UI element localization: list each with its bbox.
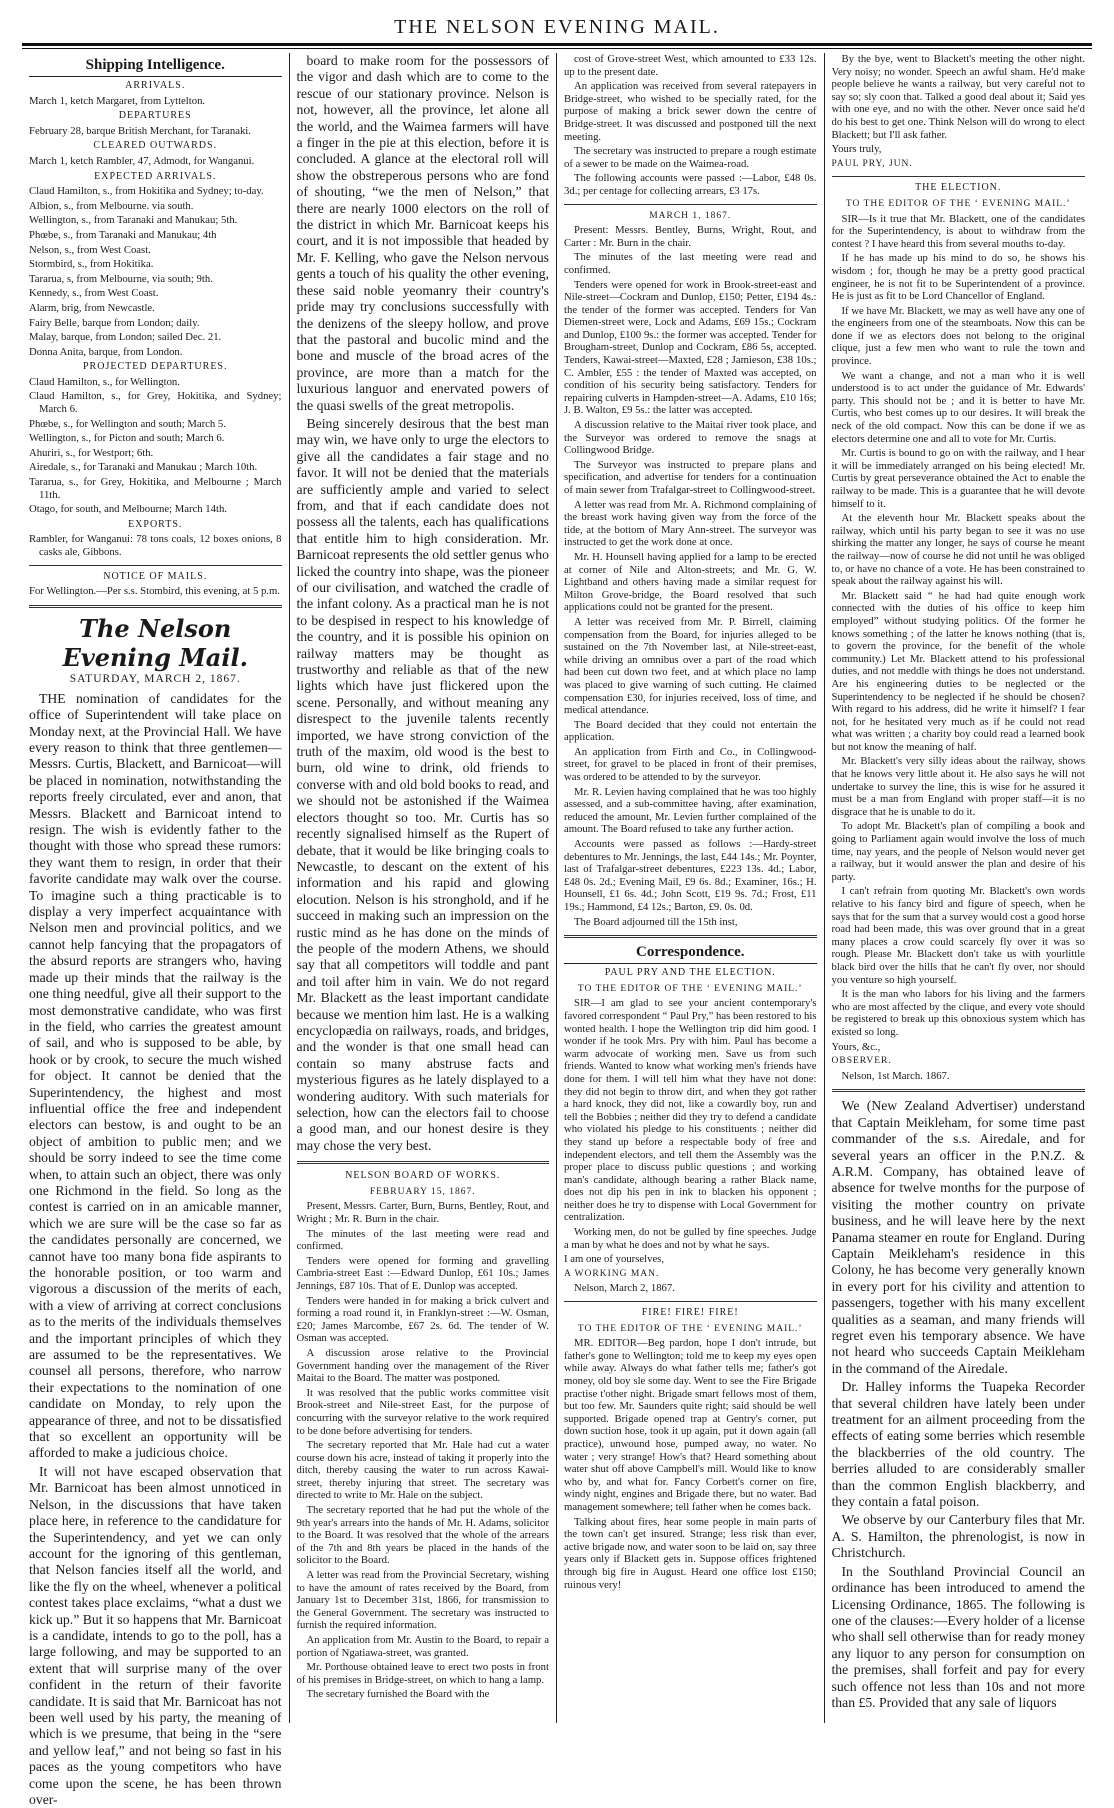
paragraph: Airedale, s., for Taranaki and Manukau ; March 10th. [29,461,258,474]
column-3 [557,53,825,1723]
paragraph: Malay, barque, from London; sailed Dec. 21. [29,331,222,344]
paragraph: It is the man who labors for his living and the farmers who are most affected by the clique, and every vote should be registered to break up this obnoxious system which has existed so long. [831,988,1085,1038]
divider [564,204,817,205]
paragraph: The minutes of the last meeting were read and confirmed. [296,1227,549,1253]
paragraph: The secretary reported that Mr. Hale had cut a water course down his acre, instead of taking it properly into the ditch, thereby causing the water to run across Kawai-street, thereby injuring that street. The secretary was directed to write to Mr. Hale on the subject. [296,1439,549,1502]
projected-list [29,376,282,516]
fire-sign-1: Yours truly, [831,143,882,156]
paragraph: Tenders were opened for forming and gravelling Cambria-street East :—Edward Dunlop, £61 10s.; James Jennings, £87 10s. That of E. Dunlop was accepted. [296,1254,549,1292]
departures-head: DEPARTURES [118,110,192,122]
election-date: Nelson, 1st March. 1867. [841,1069,950,1082]
mails-title: NOTICE OF MAILS. [103,570,208,582]
paul-pry-to: TO THE EDITOR OF THE ‘ EVENING MAIL.’ [577,983,803,994]
paragraph: The minutes of the last meeting were read and confirmed. [564,251,817,276]
paragraph: SIR—I am glad to see your ancient contemporary's favored correspondent “ Paul Pry,” has been restored to his wonted health. I hope the Wellington trip did him good. I wonder if he took Mrs. Pry with him. Paul has become a warm advocate of working men. Save us from such friends. Wanted to know what working men's friends have done for them. I will tell him what they have not done: they did not begin to throw dirt, and when they got rather a hard knock, they did not, like a cowardly boy, run and tell the Bobbies ; neither did they try to defend a candidate who violated his pledge to his constituents ; neither did they stand up before a respectable body of free and independent electors, and tell them the Assembly was the proper place to discuss public questions ; and working man's candidate, although bearing a rather Black name, does not dip his pen in ink to blacken his opponent ; neither does he try to dispense with Local Government for centralization. [564,997,817,1224]
exports-list [29,533,282,558]
paragraph: We (New Zealand Advertiser) understand that Captain Meikleham, for some time past commander of the s.s. Airedale, and for several years an officer in the P.N.Z. & A.R.M. Company, has obtained leave of absence for twelve months for the purpose of visiting the mother country on private business, and he will leave here by the next Panama steamer en route for England. During Captain Meikleham's residence in this Colony, he has become very generally known in every port for his civility and attention to passengers, together with his many excellent qualities as a seaman, and many friends will regret even his temporary absence. We have not heard who succeeds Captain Meikleham in the command of the Airedale. [831,1098,1085,1376]
paragraph: The secretary reported that he had put the whole of the 9th year's arrears into the hands of Mr. H. Adams, solicitor to the Board. It was resolved that the whole of the arrears of the 7th and 8th years be placed in the hands of the solicitor to the Board. [296,1504,549,1567]
paragraph: A letter was read from the Provincial Secretary, wishing to have the amount of rates received by the Board, from January 1st to December 31st, 1866, for transmission to the General Government. The secretary was instructed to furnish the required information. [296,1569,549,1632]
paragraph: Tenders were opened for work in Brook-street-east and Nile-street—Cockram and Dunlop, £150; Petter, £194 4s.: the tender of the former was accepted. Tenders for Van Diemen-street were, Lock and Adams, £69 15s.; Cockram and Dunlop, £100 9s.: the former was accepted. Tender for Brougham-street, Dunlop and Cockram, £86 5s, accepted. Tenders, Kawai-street—Maxted, £28 ; Jamieson, £38 10s.; C. Ambler, £55 : the tender of Maxted was accepted, on condition of his security being satisfactory. Tenders for repairing culverts in Hampden-street—A. Adams, £10 16s; J. B. Walton, £9 5s.: the latter was accepted. [564,278,817,417]
paragraph: Stormbird, s., from Hokitika. [29,258,154,271]
divider [564,935,817,938]
paragraph: A discussion relative to the Maitai river took place, and the Surveyor was ordered to remove the snags at Collingwood Bridge. [564,419,817,457]
board-title: NELSON BOARD OF WORKS. [345,1170,501,1182]
cleared-list [29,155,282,168]
divider [564,1301,817,1302]
paragraph: A letter was received from Mr. P. Birrell, claiming compensation from the Board, for injuries alleged to be sustained on the 7th November last, at Nile-street-east, while driving an omnibus over a part of the road which had been cut down two feet, and at which place no lamp was placed to give warning of such cutting. He claimed compensation £30, for injuries received, loss of time, and medical attendance. [564,615,817,717]
columns [22,53,1092,1807]
paragraph: SIR—Is it true that Mr. Blackett, one of the candidates for the Superintendency, is about to withdraw from the contest ? I have heard this from several mouths to-day. [831,212,1085,250]
paul-pry-title: PAUL PRY AND THE ELECTION. [604,967,776,979]
election-sign-2: OBSERVER. [831,1056,892,1067]
paragraph: A letter was read from Mr. A. Richmond complaining of the breast work having given way from the force of the tide, at the bottom of Mary Ann-street. The surveyor was instructed to get the work done at once. [564,498,817,549]
election-letter [832,213,1086,1039]
column-2 [290,53,558,1723]
paragraph: Nelson, s., from West Coast. [29,243,151,256]
paragraph: The secretary was instructed to prepare a rough estimate of a sewer to be made on the Waimea-road. [564,145,817,170]
paragraph: Mr. Blackett's very silly ideas about the railway, shows that he knows very little about it. He also says he will not undertake to survey the line, this is wise for he assured it must be a man from England with proper staff—it is no disgrace that he is unable to do it. [831,755,1085,818]
divider [29,605,282,608]
paragraph: An application from Firth and Co., in Collingwood-street, for gravel to be placed in front of their premises, was ordered to be attended to by the surveyor. [564,745,817,784]
paragraph: If he has made up his mind to do so, he shows his wisdom ; for, though he may be a pretty good practical engineer, he is not fit to be Superintendent of a province. He is just as fit to be Lord Chancellor of England. [831,252,1085,303]
editorial-1 [29,691,282,1808]
paragraph: Rambler, for Wanganui: 78 tons coals, 12 boxes onions, 8 casks ale, Gibbons. [29,533,282,558]
pp-sign-1: I am one of yourselves, [564,1253,665,1266]
paragraph: Tararua, s., for Grey, Hokitika, and Melbourne ; March 11th. [29,476,282,501]
date-line: SATURDAY, MARCH 2, 1867. [69,672,241,685]
paragraph: Claud Hamilton, s., for Wellington. [29,375,180,388]
fire-to: TO THE EDITOR OF THE ‘ EVENING MAIL.’ [577,1323,803,1334]
board-report-cont [564,53,817,198]
correspondence-title: Correspondence. [564,944,817,964]
march-date: MARCH 1, 1867. [649,210,732,221]
paragraph: Donna Anita, barque, from London. [29,345,183,358]
paper-title: The Nelson Evening Mail. [62,613,248,672]
exports-head: EXPORTS. [128,518,183,530]
paragraph: A discussion arose relative to the Provincial Government handing over the management of the River Maitai to the Board. The matter was postponed. [296,1346,549,1385]
shipping-title: Shipping Intelligence. [29,57,282,77]
paragraph: Wellington, s., from Taranaki and Manukau; 5th. [29,214,238,227]
paragraph: I can't refrain from quoting Mr. Blackett's own words relative to his fancy bird and figure of speech, when he says that for the sum that a survey would cost a good horse road had been made, this was over ground that in a great many places a crow could scarcely fly over it was so rough. Please Mr. Blackett don't take us with yourlittle black bird over the hills that he can't fly over, nor should you venture so high yourself. [831,885,1085,986]
paragraph: Being sincerely desirous that the best man may win, we have only to urge the electors to give all the candidates a fair stage and no favor. It will not be denied that the materials are sufficiently ample and varied to select from, and that if each candidate does not possess all the talents, each has qualifications that entitle him to high consideration. Mr. Barnicoat represents the old settler genus who licked the country into shape, was the pioneer of our civilisation, and watched the cradle of the infant colony. As a practical man he is not to be despised in respect to his knowledge of the country, and it is possible his opinion on railway matters may be thought as trustworthy and reliable as that of the new lights which have just flickered upon the scene. Personally, and without meaning any disrespect to the juvenile talents recently imported, we have strong conviction of the truth of the maxim, old wood is the best to burn, old wine to drink, old friends to converse with and old bold books to read, and we should not be astonished if the Waimea electors thought so too. Mr. Curtis has so recently signalised himself as the Rupert of debate, that it would be like bringing coals to Newcastle, to descant on the extent of his information and his rapid and glowing elocution. Nelson is his stronghold, and if he succeed in making such an impression on the rustic mind as he has done on the minds of the people of the modern Athens, we should say that all competitors will toddle and pant and toil after him in vain. We do not regard Mr. Blackett as the least important candidate because we mention him last. He is a walking encyclopædia on railways, roads, and bridges, and the wonder is that one small head can contain so many abstruse facts and mysterious figures as he lately displayed to a wondering auditory. With such materials for selection, how can the electors fail to choose a good man, and our honest desire is they may chose the very best. [296,415,549,1153]
fire-sign-2: PAUL PRY, JUN. [831,158,913,169]
paragraph: March 1, ketch Rambler, 47, Admodt, for Wanganui. [29,154,255,167]
masthead-rule-thin [22,48,1092,49]
mails-text: For Wellington.—Per s.s. Stombird, this evening, at 5 p.m. [29,585,280,598]
column-1 [22,53,290,1807]
paragraph: At the eleventh hour Mr. Blackett speaks about the railway, which until his party began to see it was no use shirking the matter any longer, he says of course he meant the railway—now of course he did not until he was obliged to, or have no chance of a vote. He has been constrained to speak about the railway against his will. [831,512,1085,588]
divider [29,565,282,566]
paragraph: Mr. Curtis is bound to go on with the railway, and I hear it will be immediately arranged on his being elected! Mr. Curtis by great perseverance obtained the Act to enable the railway to be made. This is a guarantee that he will devote himself to it. [831,447,1085,510]
paragraph: Claud Hamilton, s., for Grey, Hokitika, and Sydney; March 6. [29,390,282,416]
arrivals-head: ARRIVALS. [125,80,186,91]
paragraph: Kennedy, s., from West Coast. [29,287,159,300]
paragraph: THE nomination of candidates for the office of Superintendent will take place on Monday next, at the Provincial Hall. We have every reason to think that three gentlemen—Messrs. Curtis, Blackett, and Barnicoat—will be placed in nomination, notwithstanding the reports freely circulated, ever and anon, that Messrs. Blackett and Barnicoat intend to resign. The wish is evidently father to the thought with those who spread these rumors: they want them to resign, in order that their favorite candidate may walk over the course. To imagine such a thing practicable is to display a very imperfect acquaintance with Nelson men and provincial politics, and we cannot help fancying that the propagators of the absurd reports are strangers who, having made up their minds that the railway is the one thing needful, give all their support to the most demonstrative candidate, who was first in the field, who carries the greatest amount of sail, and who is supposed to be able, by hook or by crook, to secure the much wished for object. It cannot be denied that the Superintendency, the highest and most influential office the free and independent electors can bestow, is and ought to be an object of ambition to public men; and we should be sorry indeed to see the time come when, to attain such an object, there was only one Richmond in the field. So long as the contest is carried on in an amicable manner, which we are sure will be the case so far as the candidates personally are concerned, we cannot have too many bona fide aspirants to the honorable position, or too warm and vigorous a discussion of the merits of each, with a view of arriving at correct conclusions as to the merits of the individuals themselves and the important principles of which they are assumed to be the representatives. We counsel all persons, therefore, who narrow their expectations to the nomination of one candidate on Monday, to rely upon the appearance of three, and not to be dissatisfied that so excellent an opportunity will be afforded to make a judicious choice. [29,690,282,1461]
arrivals-list [29,95,282,108]
column-4 [825,53,1093,1723]
pp-sign-2: A WORKING MAN. [564,1268,660,1279]
paragraph: Talking about fires, hear some people in main parts of the town can't get insured. Strange; less risk than ever, active brigade now, and water soon to be laid on, say three years only if Blackett gets in. Suppose offices frightened through big fire in August. Heard one office lost £150; ruinous very! [564,1515,817,1591]
paragraph: Claud Hamilton, s., from Hokitika and Sydney; to-day. [29,185,264,198]
paragraph: Mr. Blackett said “ he had had quite enough work connected with the duties of his office to keep him employed” without studying politics. Of the former he knows something ; of the latter he knows nothing (that is, to govern the province, for the benefit of the whole community.) Let Mr. Blackett attend to his professional duties, and not meddle with things he does not understand. Are his engineering duties to be neglected or the Superintendency to be neglected if he should be chosen? With regard to his address, did he write it himself? I fear not, for he hesitated very much as if he could not read what was written ; a charity boy could read a learned book but not know the meaning of half. [831,589,1085,753]
paragraph: To adopt Mr. Blackett's plan of compiling a book and going to Parliament again would involve the loss of much time, nay years, and the people of Nelson would never get a railway, but it would answer the plan and desire of his party. [831,820,1085,883]
election-sign-1: Yours, &c., [831,1040,881,1053]
paragraph: Wellington, s., for Picton and south; March 6. [29,432,225,445]
paragraph: An application from Mr. Austin to the Board, to repair a portion of Ngatiawa-street, was granted. [296,1634,549,1659]
expected-list [29,185,282,358]
paragraph: By the bye, went to Blackett's meeting the other night. Very noisy; no wonder. Speech an awful sham. He'd make people believe he wants a railway, but very careful not to say so; sly coon that. Talked a good deal about it; Said yes with one eye, and no with the other. Never once said he'd do his best to get one. Think Nelson will do wrong to elect Blackett; but I'll ask father. [831,53,1085,141]
paragraph: Dr. Halley informs the Tuapeka Recorder that several children have lately been under treatment for an ailment proceeding from the effects of eating some berries which resemble the blackberries of the old country. The berries alluded to are considerably smaller than the common English blackberry, and they contain a fatal poison. [831,1379,1085,1510]
paragraph: Alarm, brig, from Newcastle. [29,301,155,314]
paragraph: board to make room for the possessors of the vigor and dash which are to come to the rescue of our stationary province. Nelson is not, however, all the province, let alone all the world, and the Waimea farmers will have a finger in the pie at this election, before it is concluded. A glance at the electoral roll will show the obstreperous persons who are fond of shouting, “we the men of Nelson,” that there are nearly 1000 electors on the roll of the district in which Mr. Barnicoat keeps his court, and it is not impossible that headed by Mr. F. Kelling, who gave the Nelson nervous gents a touch of his quality the other evening, these said noble yeomanry their country's pride may try conclusions successfully with the denizens of the sleepy hollow, and prove that the pastoral and bucolic mind and the bone and muscle of the broad acres of the province, are more than a match for the luxurious languor and enervated powers of the quasi swells of the great metropolis. [296,53,549,413]
fire-letter [564,1337,817,1591]
paragraph: We observe by our Canterbury files that Mr. A. S. Hamilton, the phrenologist, is now in Christchurch. [831,1512,1085,1561]
masthead: THE NELSON EVENING MAIL. [394,16,720,38]
paragraph: Albion, s., from Melbourne. via south. [29,199,194,212]
board-date: FEBRUARY 15, 1867. [369,1186,476,1197]
departures-list [29,125,282,138]
divider [297,1161,550,1164]
paragraph: Mr. H. Hounsell having applied for a lamp to be erected at corner of Nile and Alton-streets; and Mr. G. W. Lightband and others having made a similar request for Milton Grove-bridge, the Board resolved that such applications could not be granted for the present. [564,550,817,614]
paragraph: The following accounts were passed :—Labor, £48 0s. 3d.; per centage for collecting arrears, £3 17s. [564,172,817,197]
paragraph: Otago, for south, and Melbourne; March 14th. [29,503,227,516]
march-report [564,224,817,928]
news-items [832,1098,1086,1711]
divider [832,176,1086,177]
editorial-2 [297,53,550,1154]
paragraph: Phœbe, s., from Taranaki and Manukau; 4th [29,228,217,241]
paragraph: It was resolved that the public works committee visit Brook-street and Nile-street East, for the purpose of concurring with the surveyor relative to the work required to be done before advertising for tenders. [296,1386,549,1437]
paragraph: Phœbe, s., for Wellington and south; March 5. [29,417,226,430]
paul-pry-letter [564,997,817,1251]
paragraph: Ahuriri, s., for Westport; 6th. [29,446,154,459]
paragraph: Working men, do not be gulled by fine speeches. Judge a man by what he does and not by what he says. [564,1226,817,1251]
fire-title: FIRE! FIRE! FIRE! [641,1307,739,1319]
projected-head: PROJECTED DEPARTURES. [83,361,228,373]
paragraph: It will not have escaped observation that Mr. Barnicoat has been almost unnoticed in Nelson, in the discussions that have taken place here, in reference to the candidature for the Superintendency, and yet we can only account for the ignoring of this gentleman, that Nelson fancies itself all the world, and like the fly on the wheel, whenever a political contest takes place exclaims, “what a dust we kick up.” But it so happens that Mr. Barnicoat is a candidate, intends to go to the poll, has a large following, and may be supported to an extent that will surprise many of the over confident in the return of their favorite candidate. It is said that Mr. Barnicoat has not been well used by his party, the meaning of which is we presume, that being in the “sere and yellow leaf,” and not being so fast in his paces as the young competitors who have come upon the scene, he has been thrown over- [29,1463,282,1807]
fire-letter-cont [832,53,1086,141]
pp-date: Nelson, March 2, 1867. [574,1282,675,1295]
paragraph: Present, Messrs. Carter, Burn, Burns, Bentley, Rout, and Wright ; Mr. R. Burn in the chair. [296,1200,549,1225]
masthead-rule [22,43,1092,46]
paragraph: February 28, barque British Merchant, for Taranaki. [29,124,251,137]
board-report [297,1200,550,1701]
paragraph: Mr. R. Levien having complained that he was too highly assessed, and a sub-committee having, after examination, reduced the amount, Mr. Levien further complained of the amount. The Board refused to take any further action. [564,785,817,836]
expected-head: EXPECTED ARRIVALS. [94,170,217,182]
paragraph: The Board adjourned till the 15th inst, [574,915,738,928]
paragraph: We want a change, and not a man who it is well understood is to act under the guidance of Mr. Edwards' party. This should not be ; and it is better to have Mr. Curtis, who best comes up to our desires. It will break the neck of the old compact. Now this can be done if we as electors determine one and all to vote for Mr. Curtis. [831,369,1085,445]
paragraph: MR. EDITOR—Beg pardon, hope I don't intrude, but father's gone to Wellington; told me to keep my eyes open while away. Always do what father tells me; father's got money, old boy sle some day. Went to see the Fire Brigade practise t'other night. Brigade smart fellows most of them, but too few. Mr. Saunders quite right; said should be well supported. Brigade opened trap at Gentry's corner, put down suction hose, took it up again, put it down again (all practice), unwound hose, pumped away, no water. No water ; very strange! How's that? Heard something about water shut off above Campbell's mill. Would like to know who by, and what for. Fancy Corbett's corner on fire, windy night, engines and Brigade there, but no water. Bad management somewhere; tell father when he comes back. [564,1337,817,1513]
paragraph: Accounts were passed as follows :—Hardy-street debentures to Mr. Jennings, the last, £44 14s.; Mr. Poynter, last of Trafalgar-street debentures, £223 13s. 4d.; Labor, £48 0s. 2d.; Evening Mail, £9 6s. 8d.; Examiner, 16s.; H. Hounsell, £1 6s. 4d.; John Scott, £19 9s. 7d.; Frost, £11 19s.; Hammond, £4 12s.; Barton, £9. 0s. 0d. [564,838,817,913]
paragraph: Present: Messrs. Bentley, Burns, Wright, Rout, and Carter : Mr. Burn in the chair. [564,224,817,249]
paragraph: The Surveyor was instructed to prepare plans and specification, and advertise for tenders for a continuation of main sewer from Trafalgar-street to Collingwood-street. [564,458,817,496]
paragraph: Tenders were handed in for making a brick culvert and forming a road round it, in Franklyn-street :—W. Osman, £20; James Marcombe, £67 2s. 6d. The tender of W. Osman was accepted. [296,1294,549,1345]
election-title: THE ELECTION. [915,182,1002,194]
paragraph: An application was received from several ratepayers in Bridge-street, who wished to be specially rated, for the purpose of making a brick sewer down the centre of Bridge-street. It was discussed and postponed till the next meeting. [564,80,817,143]
paragraph: Tararua, s, from Melbourne, via south; 9th. [29,272,213,285]
paragraph: In the Southland Provincial Council an ordinance has been introduced to amend the Licensing Ordinance, 1865. The following is one of the clauses:—Every holder of a license who shall sell otherwise than for ready money any liquor to any person for consumption on the premises, shall forfeit and pay for every such offence not less than 10s and not more than £5. Provided that any sale of liquors [831,1563,1085,1710]
divider [832,1089,1086,1092]
cleared-head: CLEARED OUTWARDS. [93,140,218,152]
paragraph: cost of Grove-street West, which amounted to £33 12s. up to the present date. [564,53,817,78]
paragraph: The Board decided that they could not entertain the application. [564,718,817,744]
paragraph: The secretary furnished the Board with the [306,1688,490,1701]
election-to: TO THE EDITOR OF THE ‘ EVENING MAIL.’ [845,198,1071,209]
paragraph: If we have Mr. Blackett, we may as well have any one of the engineers from one of the steamboats. Now this can be done if we as electors does not belong to the original clique, just a few men who want to rule the town and province. [831,304,1085,368]
paragraph: Fairy Belle, barque from London; daily. [29,316,200,329]
paragraph: Mr. Porthouse obtained leave to erect two posts in front of his premises in Bridge-street, on which to hang a lamp. [296,1661,549,1686]
paragraph: March 1, ketch Margaret, from Lyttelton. [29,94,206,107]
